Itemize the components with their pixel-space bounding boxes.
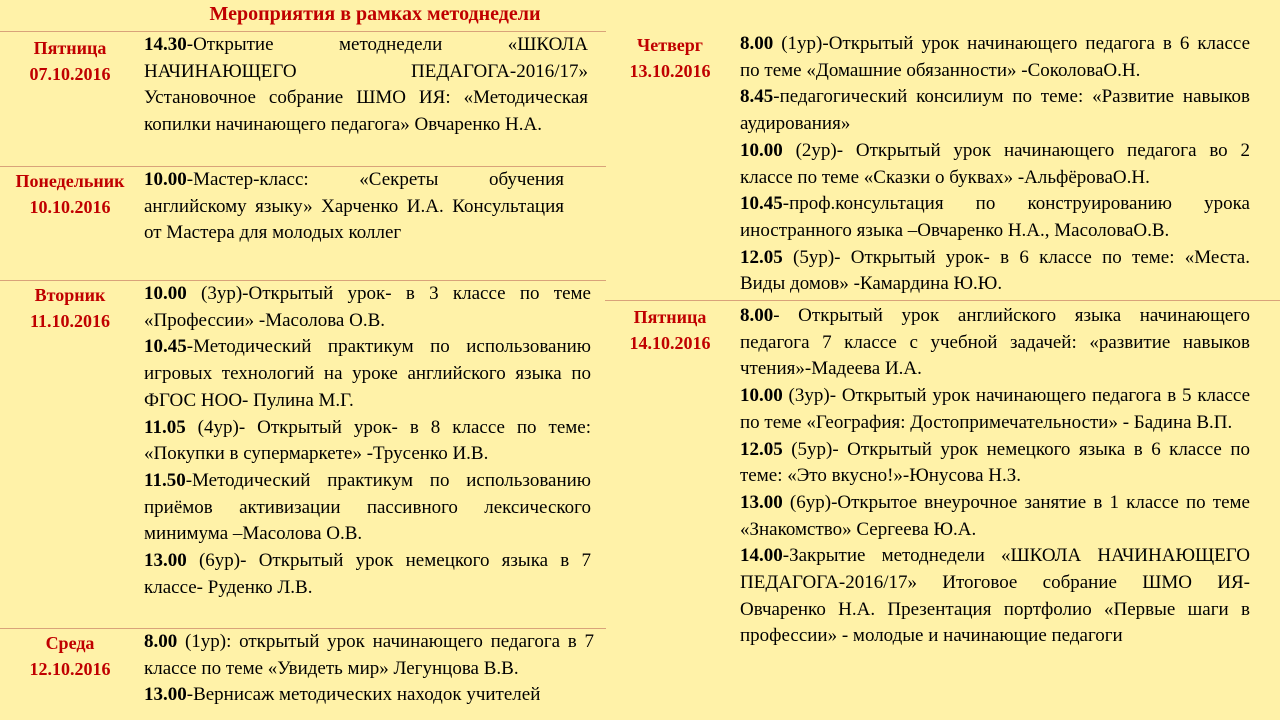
- entry-time: 11.05: [144, 416, 186, 438]
- entry-time: 8.45: [740, 86, 774, 108]
- entry-time: 8.00: [740, 305, 774, 326]
- entry-time: 10.00: [144, 169, 187, 190]
- schedule-entry: [740, 543, 1250, 650]
- day-header: [0, 168, 140, 220]
- schedule-entry: [740, 437, 1250, 490]
- entry-text: (4ур)- Открытый урок- в 8 классе по теме: «Покупки в супермаркете» -Трусенко И.В.: [144, 416, 591, 465]
- day-entries: [144, 281, 591, 601]
- entry-text: (2ур)- Открытый урок начинающего педагога во 2 классе по теме «Сказки о буквах» -АльфёроваО.Н.: [740, 139, 1250, 188]
- entry-time: 14.00: [740, 545, 783, 567]
- schedule-entry: [740, 245, 1250, 298]
- entry-time: 10.00: [740, 139, 783, 161]
- schedule-entry: [144, 32, 588, 139]
- day-name: Пятница: [633, 307, 707, 327]
- entry-time: 8.00: [144, 631, 178, 652]
- schedule-entry: [144, 682, 594, 709]
- schedule-entry: [740, 303, 1250, 383]
- schedule-entry: [144, 281, 591, 334]
- entry-text: -Открытие методнедели «ШКОЛА НАЧИНАЮЩЕГО ПЕДАГОГА-2016/17» Установочное собрание ШМО ИЯ: «Методическая копилки начинающего педагога» Овчаренко Н.А.: [144, 34, 588, 136]
- entry-text: -Методический практикум по использованию игровых технологий на уроке английского языка по ФГОС НОО- Пулина М.Г.: [144, 336, 591, 411]
- day-header: [0, 282, 140, 334]
- entry-time: 10.45: [740, 193, 783, 215]
- day-date: 13.10.2016: [629, 61, 711, 81]
- entry-text: (3ур)- Открытый урок начинающего педагога в 5 классе по теме «География: Достопримечательности» - Бадина В.П.: [740, 385, 1250, 433]
- day-date: 11.10.2016: [29, 311, 110, 331]
- schedule-entry: [144, 548, 591, 601]
- entry-time: 10.45: [144, 336, 187, 358]
- day-date: 14.10.2016: [629, 333, 711, 353]
- entry-time: 11.50: [144, 469, 186, 491]
- entry-time: 14.30: [144, 34, 187, 55]
- entry-time: 13.00: [740, 491, 783, 513]
- schedule-entry: [740, 191, 1250, 244]
- day-header: [605, 304, 735, 356]
- entry-text: -Закрытие методнедели «ШКОЛА НАЧИНАЮЩЕГО ПЕДАГОГА-2016/17» Итоговое собрание ШМО ИЯ-Овчаренко Н.А. Презентация портфолио «Первые шаги в профессии» - молодые и начинающие педагоги: [740, 545, 1250, 647]
- entry-time: 12.05: [740, 246, 783, 268]
- day-date: 12.10.2016: [29, 659, 111, 679]
- day-name: Пятница: [33, 38, 107, 58]
- page-title: Мероприятия в рамках методнедели: [209, 3, 541, 25]
- schedule-entry: [144, 334, 591, 414]
- day-name: Четверг: [637, 35, 703, 55]
- day-entries: [144, 629, 594, 709]
- day-date: 07.10.2016: [29, 64, 111, 84]
- entry-text: -педагогический консилиум по теме: «Развитие навыков аудирования»: [740, 86, 1250, 135]
- entry-text: - Открытый урок английского языка начинающего педагога 7 классе с учебной задачей: «развитие навыков чтения»-Мадеева И.А.: [740, 305, 1250, 380]
- schedule-entry: [144, 167, 564, 247]
- schedule-entry: [740, 31, 1250, 84]
- entry-text: -Методический практикум по использованию приёмов активизации пассивного лексического минимума –Масолова О.В.: [144, 469, 591, 545]
- day-entries: [740, 31, 1250, 298]
- day-name: Вторник: [34, 285, 106, 305]
- day-entries: [740, 303, 1250, 650]
- day-entries: [144, 32, 588, 139]
- day-date: 10.10.2016: [29, 197, 111, 217]
- entry-text: -проф.консультация по конструированию урока иностранного языка –Овчаренко Н.А., МасоловаО.В.: [740, 193, 1250, 241]
- entry-text: -Вернисаж методических находок учителей: [186, 684, 541, 706]
- schedule-entry: [144, 629, 594, 682]
- entry-time: 12.05: [740, 438, 783, 460]
- divider: [605, 300, 1280, 301]
- entry-time: 10.00: [740, 385, 783, 407]
- entry-text: (6ур)- Открытый урок немецкого языка в 7 классе- Руденко Л.В.: [144, 550, 591, 598]
- schedule-entry: [144, 415, 591, 468]
- entry-time: 13.00: [144, 684, 187, 706]
- day-name: Среда: [45, 633, 95, 653]
- entry-text: (6ур)-Открытое внеурочное занятие в 1 классе по теме «Знакомство» Сергеева Ю.А.: [740, 491, 1250, 540]
- schedule-entry: [740, 383, 1250, 436]
- entry-time: 8.00: [740, 33, 774, 54]
- entry-text: (5ур)- Открытый урок немецкого языка в 6 классе по теме: «Это вкусно!»-Юнусова Н.З.: [740, 438, 1250, 487]
- entry-text: (1ур)-Открытый урок начинающего педагога в 6 классе по теме «Домашние обязанности» -СоколоваО.Н.: [740, 33, 1250, 81]
- schedule-entry: [740, 490, 1250, 543]
- entry-text: -Мастер-класс: «Секреты обучения английскому языку» Харченко И.А. Консультация от Мастера для молодых коллег: [144, 169, 564, 244]
- day-name: Понедельник: [15, 171, 125, 191]
- schedule-entry: [740, 138, 1250, 191]
- entry-time: 10.00: [144, 283, 187, 304]
- entry-text: (3ур)-Открытый урок- в 3 классе по теме «Профессии» -Масолова О.В.: [144, 283, 591, 331]
- schedule-entry: [740, 84, 1250, 137]
- entry-time: 13.00: [144, 550, 187, 572]
- day-entries: [144, 167, 564, 247]
- day-header: [0, 630, 140, 682]
- entry-text: (5ур)- Открытый урок- в 6 классе по теме: «Места. Виды домов» -Камардина Ю.Ю.: [740, 246, 1250, 295]
- day-header: [605, 32, 735, 84]
- schedule-entry: [144, 468, 591, 548]
- day-header: [0, 35, 140, 87]
- entry-text: (1ур): открытый урок начинающего педагога в 7 классе по теме «Увидеть мир» Легунцова В.В.: [144, 631, 594, 679]
